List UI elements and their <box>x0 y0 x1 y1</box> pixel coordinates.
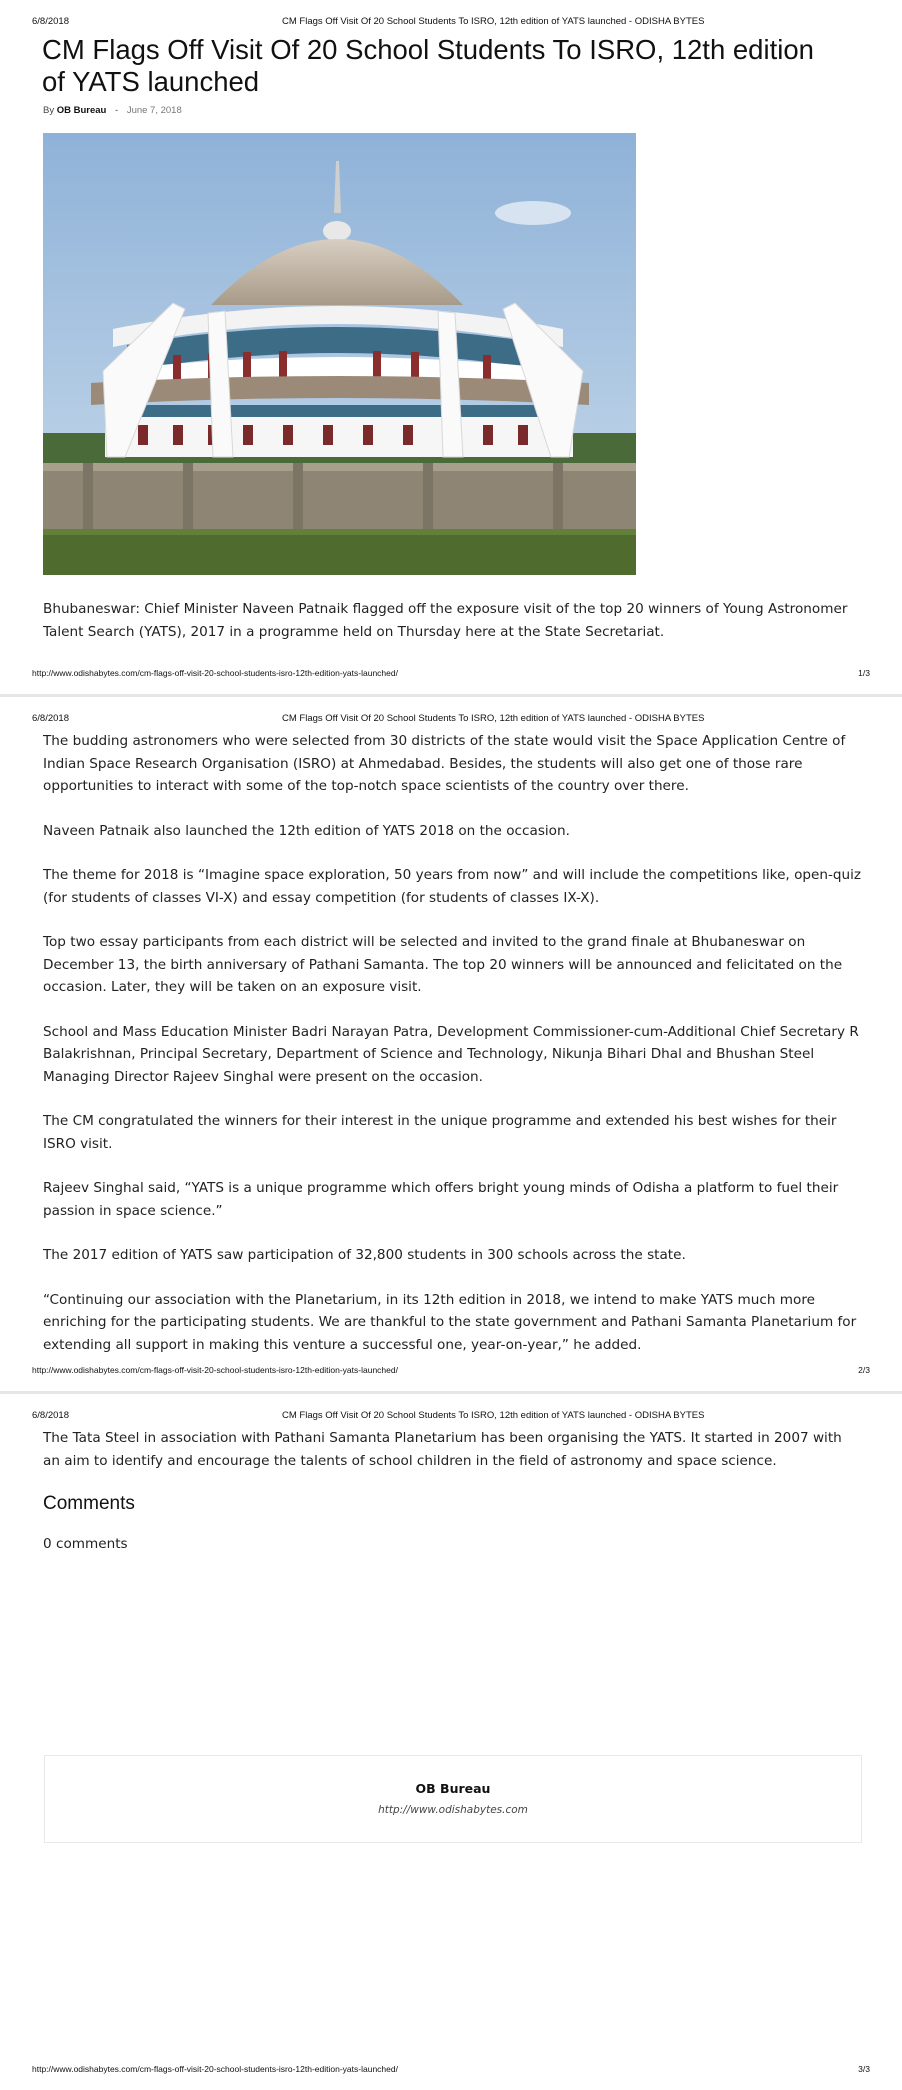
page-number: 1/3 <box>858 668 870 678</box>
print-footer <box>0 2064 902 2076</box>
print-date: 6/8/2018 <box>32 16 69 27</box>
body-paragraph: “Continuing our association with the Planetarium, in its 12th edition in 2018, we intend to make YATS much more enriching for the participating students. We are thankful to the state government and Pathani Samanta Planetarium for extending all support in making this venture a successful one, year-on-year,” he added. <box>43 1291 857 1353</box>
publish-date: June 7, 2018 <box>126 105 182 116</box>
author-box <box>44 1755 862 1843</box>
print-url: http://www.odishabytes.com/cm-flags-off-visit-20-school-students-isro-12th-edition-yats-launched/ <box>32 668 398 678</box>
body-paragraph: The theme for 2018 is “Imagine space exploration, 50 years from now” and will include the competitions like, open-quiz (for students of classes VI-X) and essay competition (for students of classes IX-X). <box>43 867 862 906</box>
print-date: 6/8/2018 <box>32 713 69 724</box>
author-box-name[interactable]: OB Bureau <box>415 1781 491 1796</box>
comments-heading: Comments <box>43 1493 135 1514</box>
author-box-website[interactable]: http://www.odishabytes.com <box>378 1804 528 1816</box>
article-hero-image <box>43 133 636 575</box>
body-paragraph: The Tata Steel in association with Pathani Samanta Planetarium has been organising the YATS. It started in 2007 with an aim to identify and encourage the talents of school children in the field of astronomy and space science. <box>43 1430 842 1469</box>
by-label: By <box>43 105 55 116</box>
print-header <box>0 713 902 727</box>
print-footer <box>0 668 902 680</box>
body-paragraph: The budding astronomers who were selected from 30 districts of the state would visit the Space Application Centre of Indian Space Research Organisation (ISRO) at Ahmedabad. Besides, the students will also get one of those rare opportunities to interact with some of the top-notch space scientists of the country over there. <box>43 733 846 794</box>
print-page-3 <box>0 1394 902 2090</box>
print-header <box>0 16 902 30</box>
print-title: CM Flags Off Visit Of 20 School Students To ISRO, 12th edition of YATS launched - ODISHA BYTES <box>282 713 705 724</box>
body-paragraph: School and Mass Education Minister Badri Narayan Patra, Development Commissioner-cum-Additional Chief Secretary R Balakrishnan, Principal Secretary, Department of Science and Technology, Nikunja Bihari Dhal and Bhushan Steel Managing Director Rajeev Singhal were present on the occasion. <box>43 1023 859 1085</box>
author-link[interactable]: OB Bureau <box>56 105 107 116</box>
comments-count[interactable]: 0 comments <box>43 1536 128 1552</box>
article-lead <box>43 598 863 665</box>
meta-separator: - <box>115 105 119 116</box>
body-paragraph: The 2017 edition of YATS saw participation of 32,800 students in 300 schools across the state. <box>43 1247 686 1263</box>
print-title: CM Flags Off Visit Of 20 School Students To ISRO, 12th edition of YATS launched - ODISHA BYTES <box>282 1410 705 1421</box>
body-paragraph: The CM congratulated the winners for their interest in the unique programme and extended his best wishes for their ISRO visit. <box>43 1113 837 1152</box>
print-title: CM Flags Off Visit Of 20 School Students To ISRO, 12th edition of YATS launched - ODISHA BYTES <box>282 16 705 27</box>
print-date: 6/8/2018 <box>32 1410 69 1421</box>
lead-paragraph: Bhubaneswar: Chief Minister Naveen Patnaik flagged off the exposure visit of the top 20 winners of Young Astronomer Talent Search (YATS), 2017 in a programme held on Thursday here at the State Secretariat. <box>43 601 848 640</box>
body-paragraph: Naveen Patnaik also launched the 12th edition of YATS 2018 on the occasion. <box>43 822 570 839</box>
print-header <box>0 1410 902 1424</box>
print-page-2 <box>0 697 902 1391</box>
article-body <box>43 730 863 1378</box>
print-url: http://www.odishabytes.com/cm-flags-off-visit-20-school-students-isro-12th-edition-yats-launched/ <box>32 2064 398 2074</box>
article-meta <box>43 105 182 116</box>
article-body-continued <box>43 1427 863 1494</box>
page-number: 2/3 <box>858 1365 870 1375</box>
print-footer <box>0 1365 902 1377</box>
page-number: 3/3 <box>858 2064 870 2074</box>
body-paragraph: Rajeev Singhal said, “YATS is a unique programme which offers bright young minds of Odisha a platform to fuel their passion in space science.” <box>43 1180 839 1219</box>
body-paragraph: Top two essay participants from each district will be selected and invited to the grand finale at Bhubaneswar on December 13, the birth anniversary of Pathani Samanta. The top 20 winners will be announced and felicitated on the occasion. Later, they will be taken on an exposure visit. <box>43 934 843 995</box>
article-title: CM Flags Off Visit Of 20 School Students To ISRO, 12th edition of YATS launched <box>42 34 814 97</box>
print-page-1 <box>0 0 902 694</box>
print-url: http://www.odishabytes.com/cm-flags-off-visit-20-school-students-isro-12th-edition-yats-launched/ <box>32 1365 398 1375</box>
